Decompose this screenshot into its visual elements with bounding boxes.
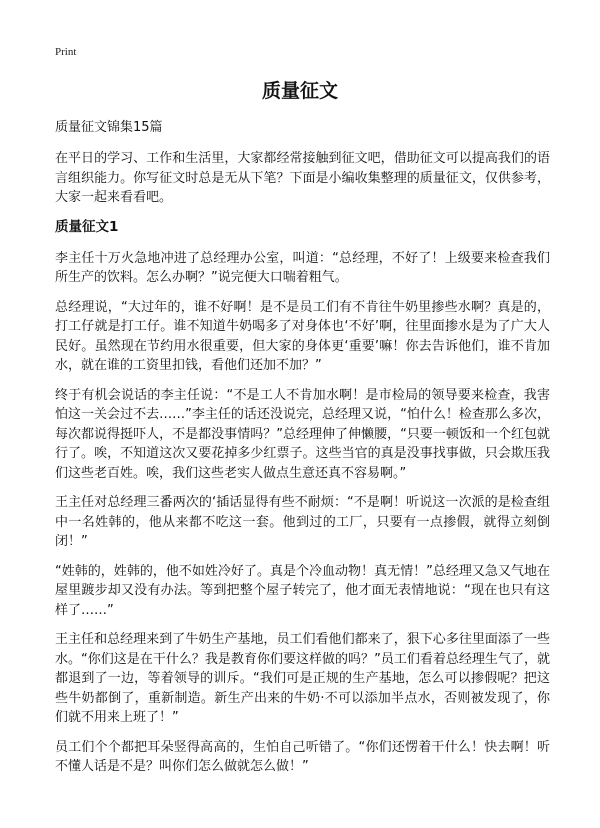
print-link[interactable]: Print <box>55 46 77 58</box>
intro-paragraph: 在平日的学习、工作和生活里，大家都经常接触到征文吧，借助征文可以提高我们的语言组织能力。你写征文时总是无从下笔？下面是小编收集整理的质量征文，仅供参考，大家一起来看看吧。 <box>55 151 550 205</box>
body-paragraph: 王主任和总经理来到了牛奶生产基地，员工们看他们都来了，狠下心多往里面添了一些水。“你们这是在干什么？我是教育你们要这样做的吗？”员工们看着总经理生气了，就都退到了一边，等着领导的训斥。“我们可是正规的生产基地，怎么可以掺假呢？把这些牛奶都倒了，重新制造。新生产出来的牛奶·不可以添加半点水，否则被发现了，你们就不用来上班了！” <box>55 632 550 725</box>
document-subtitle: 质量征文锦集15篇 <box>55 120 163 135</box>
body-paragraph: 李主任十万火急地冲进了总经理办公室，叫道：“总经理，不好了！上级要来检查我们所生产的饮料。怎么办啊？”说完便大口喘着粗气。 <box>55 250 550 285</box>
body-paragraph: 总经理说，“大过年的，谁不好啊！是不是员工们有不肯往牛奶里掺些水啊？真是的，打工仔就是打工仔。谁不知道牛奶喝多了对身体也‘不好’啊，往里面掺水是为了广大人民好。虽然现在节约用水很重要，但大家的身体更‘重要’嘛！你去告诉他们，谁不肯加水，就在谁的工资里扣钱，看他们还加不加？” <box>55 299 550 373</box>
body-paragraph: 王主任对总经理三番两次的‘插话显得有些不耐烦：“不是啊！听说这一次派的是检查组中一名姓韩的，他从来都不吃这一套。他到过的工厂，只要有一点掺假，就得立刻倒闭！” <box>55 495 550 549</box>
section-heading: 质量征文1 <box>55 218 119 235</box>
document-title: 质量征文 <box>261 80 338 102</box>
document-body <box>55 118 550 787</box>
body-paragraph: “姓韩的，姓韩的，他不如姓冷好了。真是个冷血动物！真无情！”总经理又急又气地在屋里踱步却又没有办法。等到把整个屋子转完了，他才面无表情地说：“现在也只有这样了……” <box>55 563 550 618</box>
body-paragraph: 员工们个个都把耳朵竖得高高的，生怕自己听错了。“你们还愣着干什么！快去啊！听不懂人话是不是？叫你们怎么做就怎么做！” <box>55 739 550 774</box>
body-paragraph: 终于有机会说话的李主任说：“不是工人不肯加水啊！是市检局的领导要来检查，我害怕这一关会过不去……”李主任的话还没说完，总经理又说，“怕什么！检查那么多次，每次都说得挺吓人，不是都没事情吗？”总经理伸了伸懒腰，“只要一顿饭和一个红包就行了。唉，不知道这次又要花掉多少红票子。这些当官的真是没事找事做，只会欺压我们这些老百姓。唉，我们这些老实人做点生意还真不容易啊。” <box>55 387 550 481</box>
